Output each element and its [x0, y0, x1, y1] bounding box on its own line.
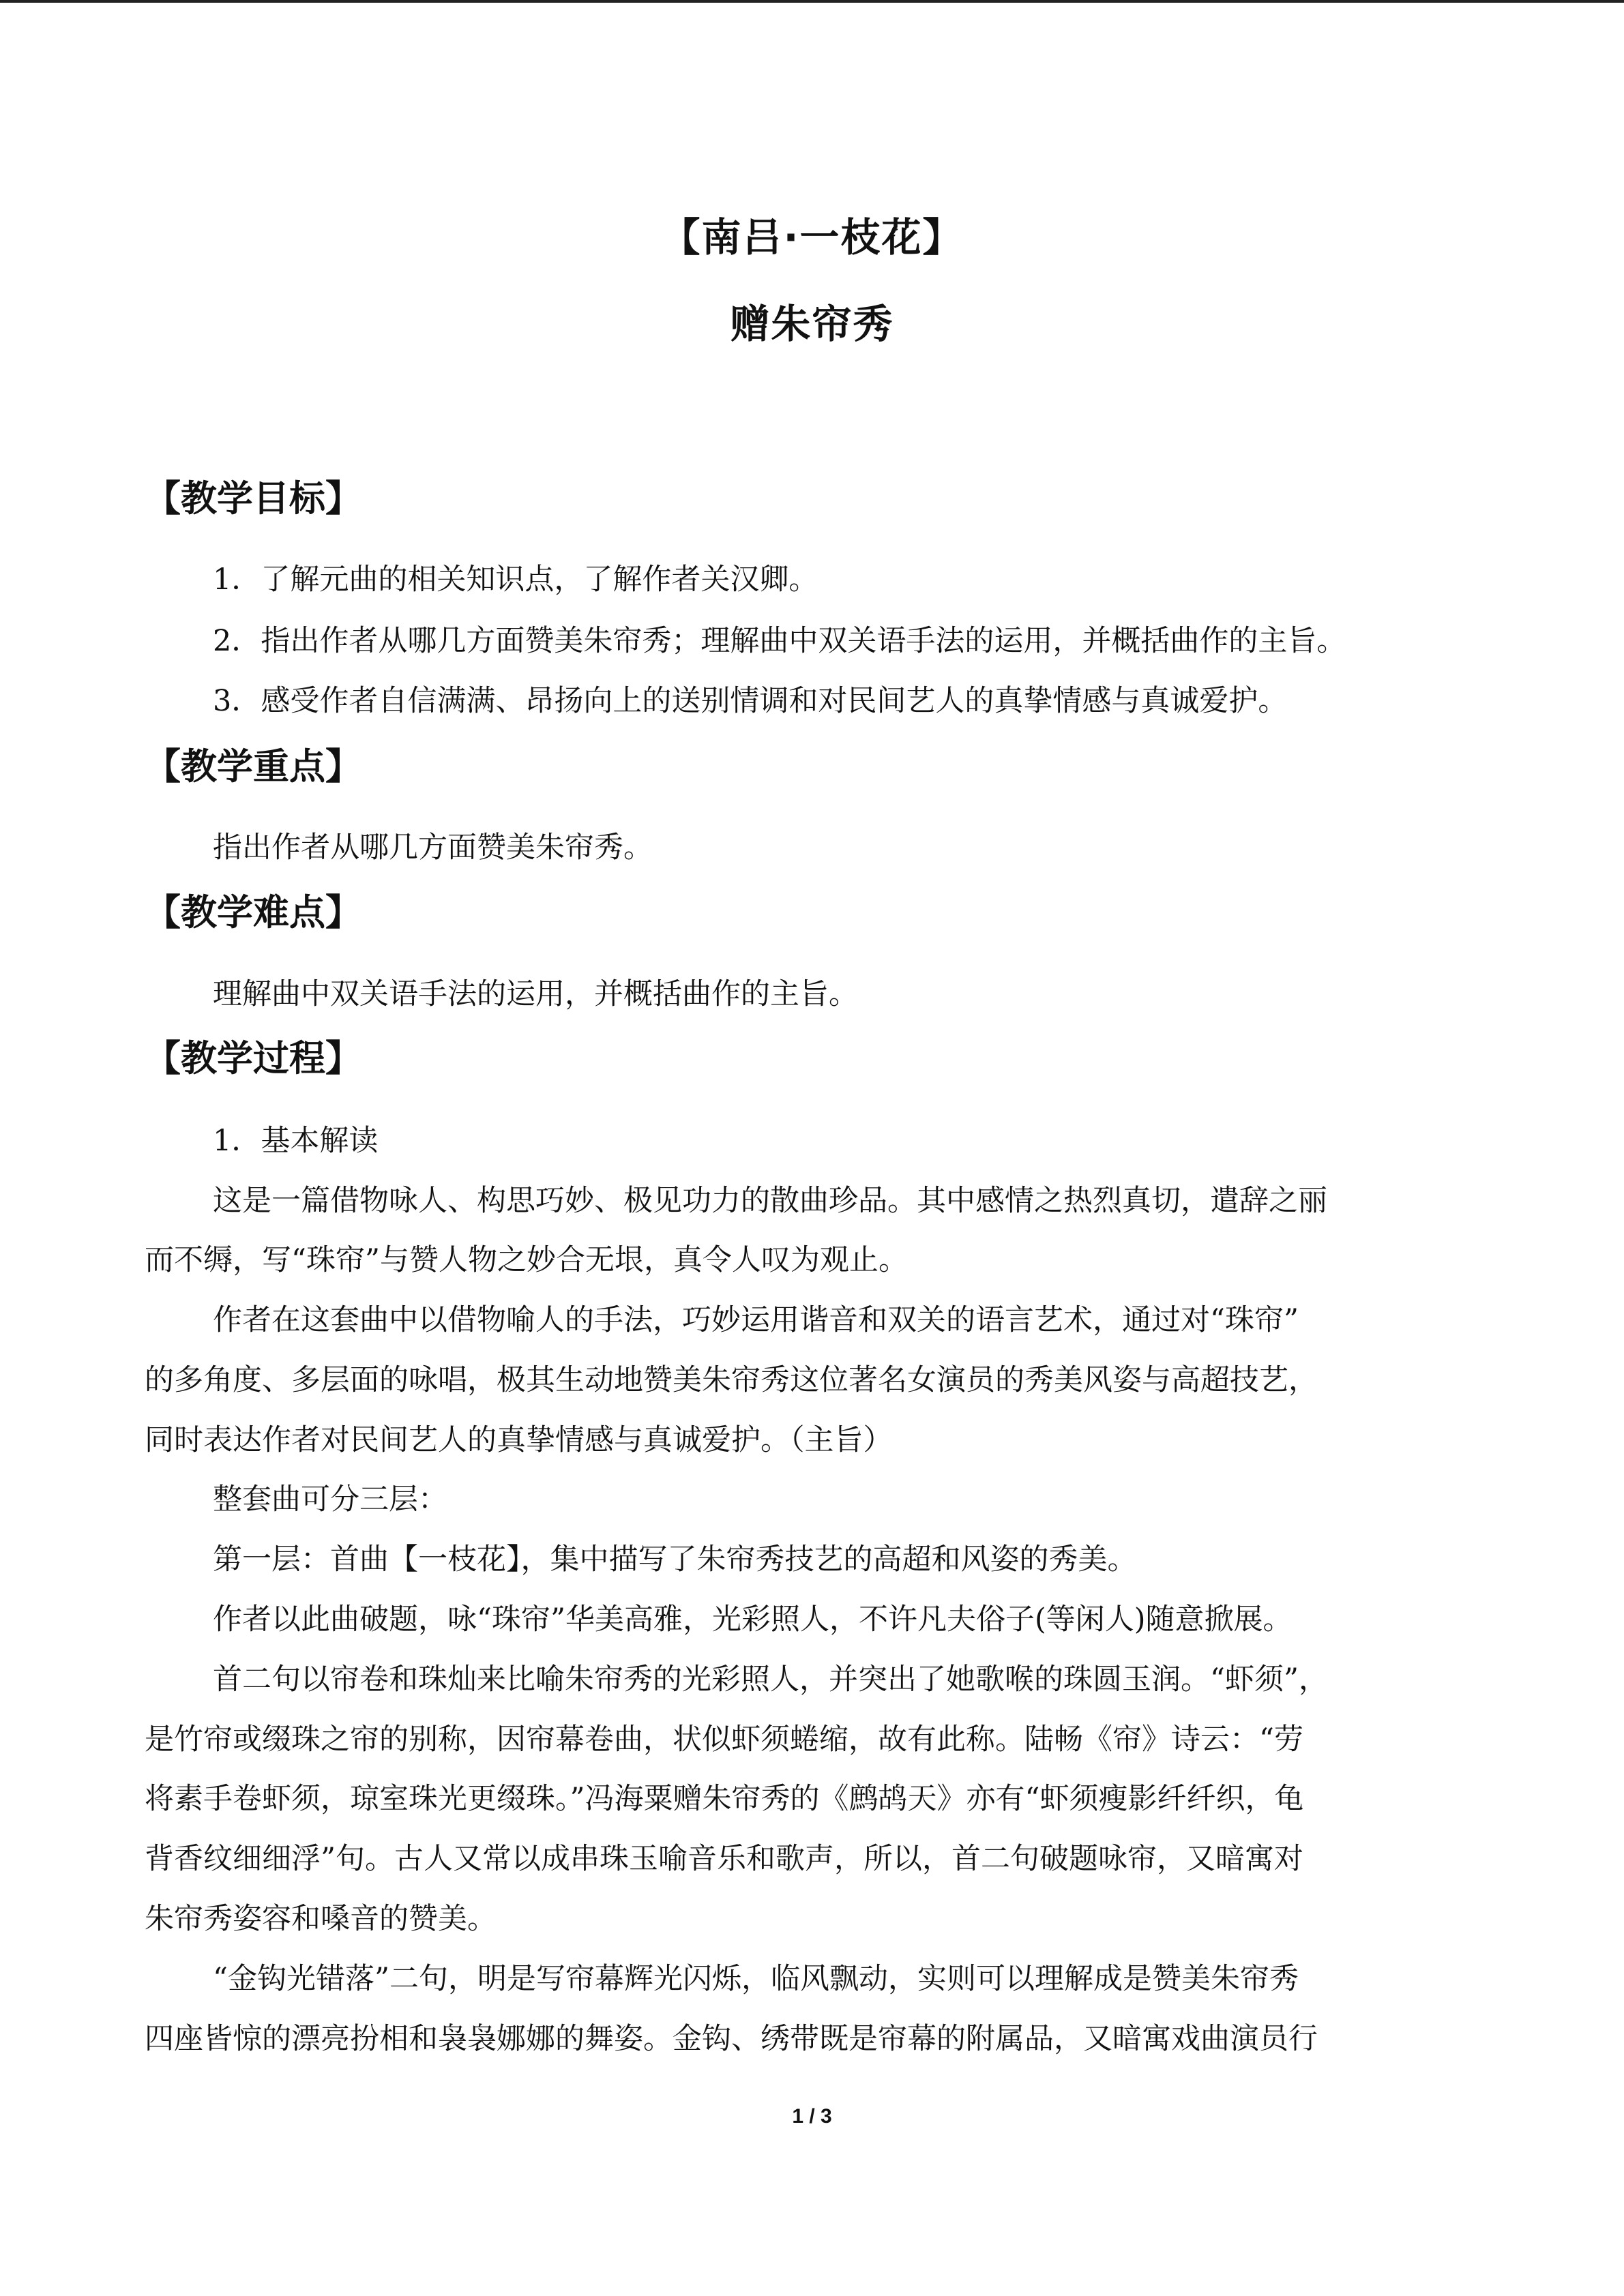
process-line: “金钩光错落”二句，明是写帘幕辉光闪烁，临风飘动，实则可以理解成是赞美朱帘秀 [213, 1962, 1299, 1996]
process-line: 作者以此曲破题，咏“珠帘”华美高雅，光彩照人，不许凡夫俗子(等闲人)随意掀展。 [213, 1602, 1293, 1637]
process-line: 的多角度、多层面的咏唱，极其生动地赞美朱帘秀这位著名女演员的秀美风姿与高超技艺， [145, 1363, 1318, 1397]
process-line: 同时表达作者对民间艺人的真挚情感与真诚爱护。（主旨） [145, 1423, 893, 1457]
heading-key-points: 【教学重点】 [145, 746, 361, 788]
process-line: 这是一篇借物咏人、构思巧妙、极见功力的散曲珍品。其中感情之热烈真切，遣辞之丽 [213, 1184, 1327, 1218]
process-line: 整套曲可分三层： [213, 1482, 447, 1517]
process-line: 四座皆惊的漂亮扮相和袅袅娜娜的舞姿。金钩、绣带既是帘幕的附属品，又暗寓戏曲演员行 [145, 2022, 1318, 2056]
process-line: 朱帘秀姿容和嗓音的赞美。 [145, 1902, 497, 1936]
process-line: 首二句以帘卷和珠灿来比喻朱帘秀的光彩照人，并突出了她歌喉的珠圆玉润。“虾须”， [213, 1663, 1328, 1697]
objective-item-2: 2．指出作者从哪几方面赞美朱帘秀；理解曲中双关语手法的运用，并概括曲作的主旨。 [213, 624, 1346, 658]
process-line: 背香纹细细浮”句。古人又常以成串珠玉喻音乐和歌声，所以，首二句破题咏帘，又暗寓对 [145, 1842, 1303, 1876]
document-title: 【南吕·一枝花】 [660, 214, 964, 260]
process-line: 作者在这套曲中以借物喻人的手法，巧妙运用谐音和双关的语言艺术，通过对“珠帘” [213, 1303, 1299, 1337]
key-points-text: 指出作者从哪几方面赞美朱帘秀。 [213, 831, 653, 865]
process-line: 第一层：首曲【一枝花】，集中描写了朱帘秀技艺的高超和风姿的秀美。 [213, 1542, 1137, 1577]
process-line: 而不缛，写“珠帘”与赞人物之妙合无垠，真令人叹为观止。 [145, 1243, 908, 1277]
objective-item-3: 3．感受作者自信满满、昂扬向上的送别情调和对民间艺人的真挚情感与真诚爱护。 [213, 684, 1288, 718]
heading-difficulties: 【教学难点】 [145, 892, 361, 934]
document-subtitle: 赠朱帘秀 [730, 301, 894, 347]
process-line: 1．基本解读 [213, 1124, 379, 1158]
objective-item-1: 1．了解元曲的相关知识点，了解作者关汉卿。 [213, 563, 818, 597]
process-line: 是竹帘或缀珠之帘的别称，因帘幕卷曲，状似虾须蜷缩，故有此称。陆畅《帘》诗云：“劳 [145, 1723, 1303, 1757]
difficulties-text: 理解曲中双关语手法的运用，并概括曲作的主旨。 [213, 977, 858, 1011]
page-number: 1 / 3 [792, 2105, 832, 2128]
heading-objectives: 【教学目标】 [145, 478, 361, 520]
heading-process: 【教学过程】 [145, 1038, 361, 1079]
process-line: 将素手卷虾须，琼室珠光更缀珠。”冯海粟赠朱帘秀的《鹧鸪天》亦有“虾须瘦影纤纤织，龟 [145, 1782, 1304, 1816]
